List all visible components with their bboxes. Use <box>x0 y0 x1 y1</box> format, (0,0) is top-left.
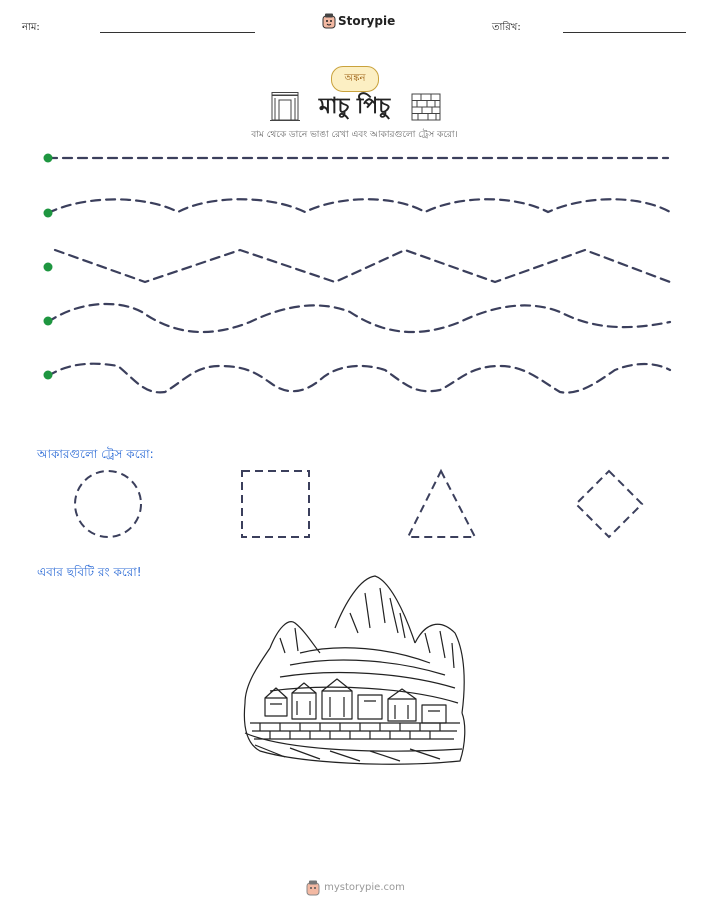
coloring-heading: এবার ছবিটি রং করো! <box>37 565 142 579</box>
shapes-heading: আকারগুলো ট্রেস করো: <box>37 447 154 461</box>
name-label: নাম: <box>22 22 40 33</box>
start-dot <box>44 209 53 218</box>
date-field[interactable] <box>563 32 686 33</box>
machu-picchu-illustration[interactable] <box>240 573 470 773</box>
start-dot <box>44 371 53 380</box>
date-label: তারিখ: <box>492 22 521 33</box>
trace-line-hump-wave <box>48 364 670 393</box>
trace-circle <box>75 471 141 537</box>
brand-name: Storypie <box>338 14 396 28</box>
trace-triangle <box>408 471 475 537</box>
start-dot <box>44 154 53 163</box>
category-badge: অঙ্কন <box>331 66 379 92</box>
brand-logo <box>322 12 396 32</box>
name-field[interactable] <box>100 32 255 33</box>
trace-diamond <box>576 471 642 537</box>
page-title: মাচু পিচু <box>318 94 391 119</box>
start-dot <box>44 317 53 326</box>
mascot-icon <box>322 13 336 29</box>
trace-square <box>242 471 309 537</box>
footer-url[interactable]: mystorypie.com <box>324 882 405 893</box>
start-dot <box>44 263 53 272</box>
trace-line-wave <box>48 199 670 213</box>
trace-shapes[interactable] <box>0 466 709 546</box>
trace-line-zigzag <box>55 250 670 282</box>
trace-line-smooth-wave <box>48 304 670 332</box>
instruction-text: বাম থেকে ডানে ভাঙা রেখা এবং আকারগুলো ট্রেস করো। <box>251 130 458 140</box>
tracing-lines[interactable] <box>0 140 709 400</box>
stone-wall-icon <box>411 93 441 121</box>
